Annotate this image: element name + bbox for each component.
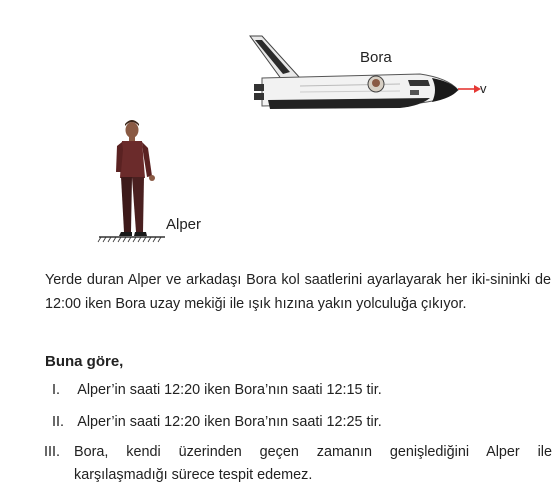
statement-text: Bora, kendi üzerinden geçen zamanın genişlediğini Alper ile karşılaşmadığı sürece tespit edemez. <box>74 444 552 483</box>
bora-label: Bora <box>360 49 392 66</box>
statement-1 <box>52 379 552 402</box>
standing-man-icon <box>116 120 155 236</box>
statement-2 <box>52 411 552 434</box>
question-stem: Yerde duran Alper ve arkadaşı Bora kol saatlerini ayarlayarak her iki-sininki de 12:00 iken Bora uzay mekiği ile ışık hızına yakın yolculuğa çıkıyor. <box>45 272 551 312</box>
velocity-arrow-icon <box>458 85 481 93</box>
statement-number: III. <box>44 444 60 460</box>
ground-icon <box>98 237 165 242</box>
buna-gore-heading: Buna göre, <box>45 353 124 370</box>
statement-number: II. <box>52 414 64 430</box>
alper-label: Alper <box>166 216 202 233</box>
space-shuttle-icon <box>250 36 458 109</box>
statement-text: Alper’in saati 12:20 iken Bora’nın saati 12:25 tir. <box>77 414 382 430</box>
statement-3 <box>44 441 552 487</box>
velocity-label: v <box>480 81 487 96</box>
statement-text: Alper’in saati 12:20 iken Bora’nın saati 12:15 tir. <box>77 382 382 398</box>
statement-number: I. <box>52 382 60 398</box>
